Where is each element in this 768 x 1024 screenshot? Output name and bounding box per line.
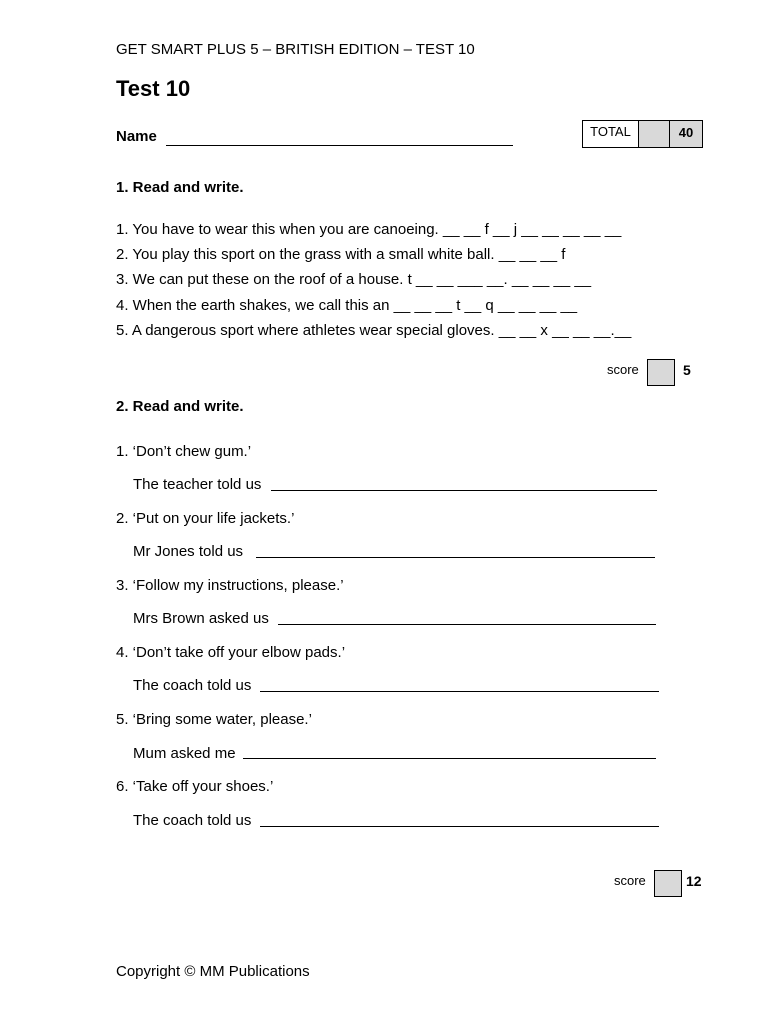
section-2-title: 2. Read and write.	[116, 398, 244, 415]
section-2-quote: 6. ‘Take off your shoes.’	[116, 778, 274, 795]
copyright-footer: Copyright © MM Publications	[116, 963, 310, 980]
section-2-prompt: Mr Jones told us	[133, 543, 244, 560]
total-label: TOTAL	[583, 121, 639, 147]
section-2-prompt: Mum asked me	[133, 745, 236, 762]
answer-line[interactable]	[260, 826, 659, 827]
section-2-prompt: Mrs Brown asked us	[133, 610, 269, 627]
section-2-quote: 1. ‘Don’t chew gum.’	[116, 443, 252, 460]
page-title: Test 10	[116, 76, 191, 101]
section-1-score-box[interactable]	[647, 359, 675, 386]
answer-line[interactable]	[256, 557, 655, 558]
section-2-quote: 4. ‘Don’t take off your elbow pads.’	[116, 644, 346, 661]
section-2-prompt: The teacher told us	[133, 476, 262, 493]
total-score-field[interactable]	[639, 121, 670, 147]
section-2-score-box[interactable]	[654, 870, 682, 897]
section-1-item: 2. You play this sport on the grass with a small white ball. __ __ __ f	[116, 246, 566, 263]
section-2-quote: 5. ‘Bring some water, please.’	[116, 711, 312, 728]
section-2-prompt: The coach told us	[133, 677, 252, 694]
name-label: Name	[116, 128, 157, 145]
total-score-box	[582, 120, 703, 148]
section-1-title: 1. Read and write.	[116, 179, 244, 196]
answer-line[interactable]	[278, 624, 656, 625]
section-1-item: 1. You have to wear this when you are canoeing. __ __ f __ j __ __ __ __ __	[116, 221, 622, 238]
page-header: GET SMART PLUS 5 – BRITISH EDITION – TEST 10	[116, 41, 475, 58]
answer-line[interactable]	[271, 490, 657, 491]
section-2-score-label: score	[614, 873, 646, 888]
section-1-item: 5. A dangerous sport where athletes wear special gloves. __ __ x __ __ __.__	[116, 322, 632, 339]
section-2-prompt: The coach told us	[133, 812, 252, 829]
answer-line[interactable]	[260, 691, 659, 692]
section-1-score-label: score	[607, 362, 639, 377]
section-2-score-value: 12	[686, 873, 702, 889]
section-1-score-value: 5	[683, 362, 691, 378]
section-2-quote: 2. ‘Put on your life jackets.’	[116, 510, 295, 527]
section-1-item: 3. We can put these on the roof of a house. t __ __ ___ __. __ __ __ __	[116, 271, 592, 288]
section-1-item: 4. When the earth shakes, we call this an __ __ __ t __ q __ __ __ __	[116, 297, 578, 314]
answer-line[interactable]	[243, 758, 656, 759]
name-field[interactable]	[166, 145, 513, 146]
total-max: 40	[670, 121, 702, 147]
section-2-quote: 3. ‘Follow my instructions, please.’	[116, 577, 344, 594]
